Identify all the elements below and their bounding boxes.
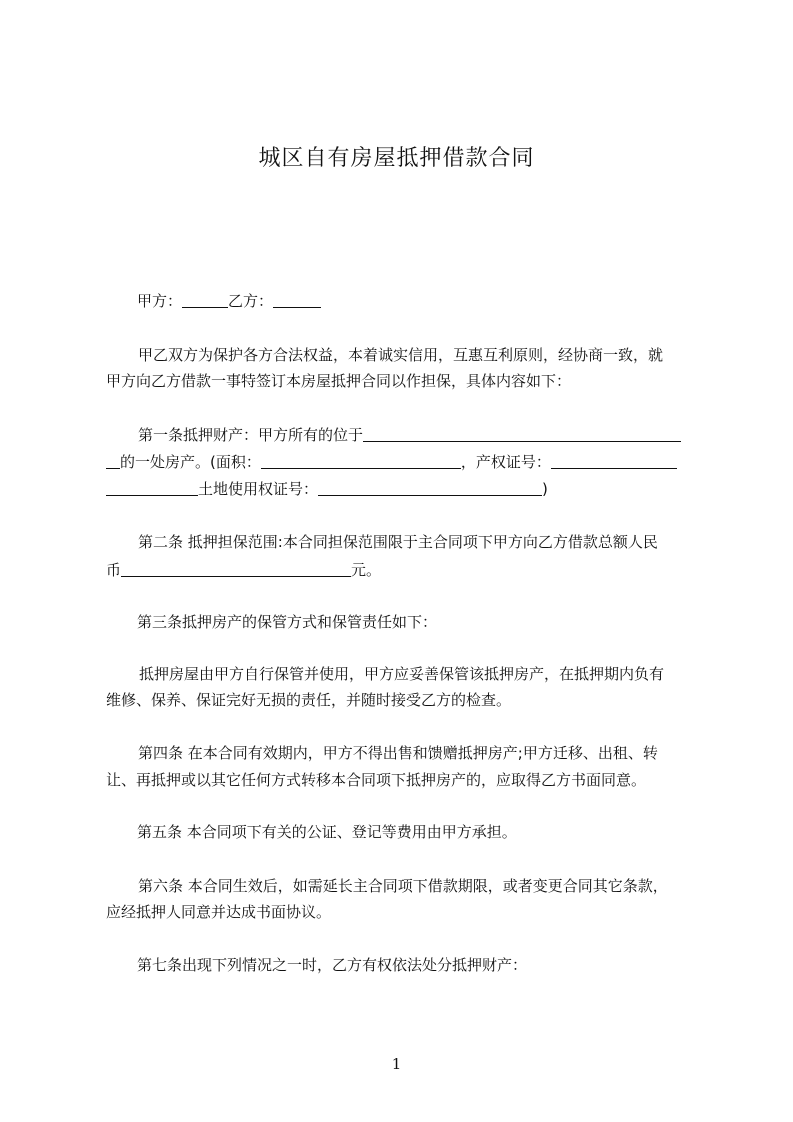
article-2-text-3: 元。 <box>351 561 382 579</box>
intro-line-1: 甲乙双方为保护各方合法权益，本着诚实信用，互惠互利原则，经协商一致，就 <box>138 346 664 364</box>
article-5: 第五条 本合同项下有关的公证、登记等费用由甲方承担。 <box>137 823 517 841</box>
article-1-text-1: 第一条抵押财产：甲方所有的位于 <box>138 426 364 444</box>
party-a-blank <box>182 293 228 308</box>
loan-amount-blank <box>121 562 351 577</box>
article-7: 第七条出现下列情况之一时，乙方有权依法处分抵押财产： <box>137 956 528 974</box>
article-2-text-2: 币 <box>106 561 122 579</box>
article-1-line-2 <box>106 452 702 472</box>
article-3-body-line-1: 抵押房屋由甲方自行保管并使用，甲方应妥善保管该抵押房产，在抵押期内负有 <box>139 665 665 683</box>
property-cert-blank <box>551 454 677 469</box>
article-4-line-1: 第四条 在本合同有效期内，甲方不得出售和馈赠抵押房产;甲方迁移、出租、转 <box>138 744 658 762</box>
article-1-text-3: ，产权证号： <box>460 453 551 471</box>
article-3-body-line-2: 维修、保养、保证完好无损的责任，并随时接受乙方的检查。 <box>106 691 512 709</box>
article-6-line-2: 应经抵押人同意并达成书面协议。 <box>106 903 332 921</box>
party-b-blank <box>273 293 321 308</box>
party-b-label: 乙方： <box>228 292 274 310</box>
location-blank <box>363 427 681 442</box>
document-title: 城区自有房屋抵押借款合同 <box>258 146 535 171</box>
intro-line-2: 甲方向乙方借款一事特签订本房屋抵押合同以作担保，具体内容如下： <box>106 372 572 390</box>
land-cert-blank <box>318 481 542 496</box>
article-6-line-1: 第六条 本合同生效后，如需延长主合同项下借款期限，或者变更合同其它条款， <box>138 877 668 895</box>
article-1-text-2: 的一处房产。(面积： <box>120 453 261 471</box>
article-4-line-2: 让、再抵押或以其它任何方式转移本合同项下抵押房产的，应取得乙方书面同意。 <box>106 771 647 789</box>
parties-line <box>137 291 733 311</box>
article-1-line-1 <box>138 425 734 445</box>
article-2-line-1: 第二条 抵押担保范围:本合同担保范围限于主合同项下甲方向乙方借款总额人民 <box>138 533 658 551</box>
area-blank <box>261 454 461 469</box>
article-2-line-2 <box>106 560 702 580</box>
property-cert-blank-cont <box>106 481 198 496</box>
article-1-line-3 <box>106 479 702 499</box>
article-1-text-4: 土地使用权证号： <box>198 480 319 498</box>
article-1-text-5: ) <box>542 480 548 498</box>
party-a-label: 甲方： <box>137 292 183 310</box>
location-blank-cont <box>106 454 120 469</box>
page-number: 1 <box>391 1055 402 1073</box>
article-3-heading: 第三条抵押房产的保管方式和保管责任如下： <box>137 613 438 631</box>
